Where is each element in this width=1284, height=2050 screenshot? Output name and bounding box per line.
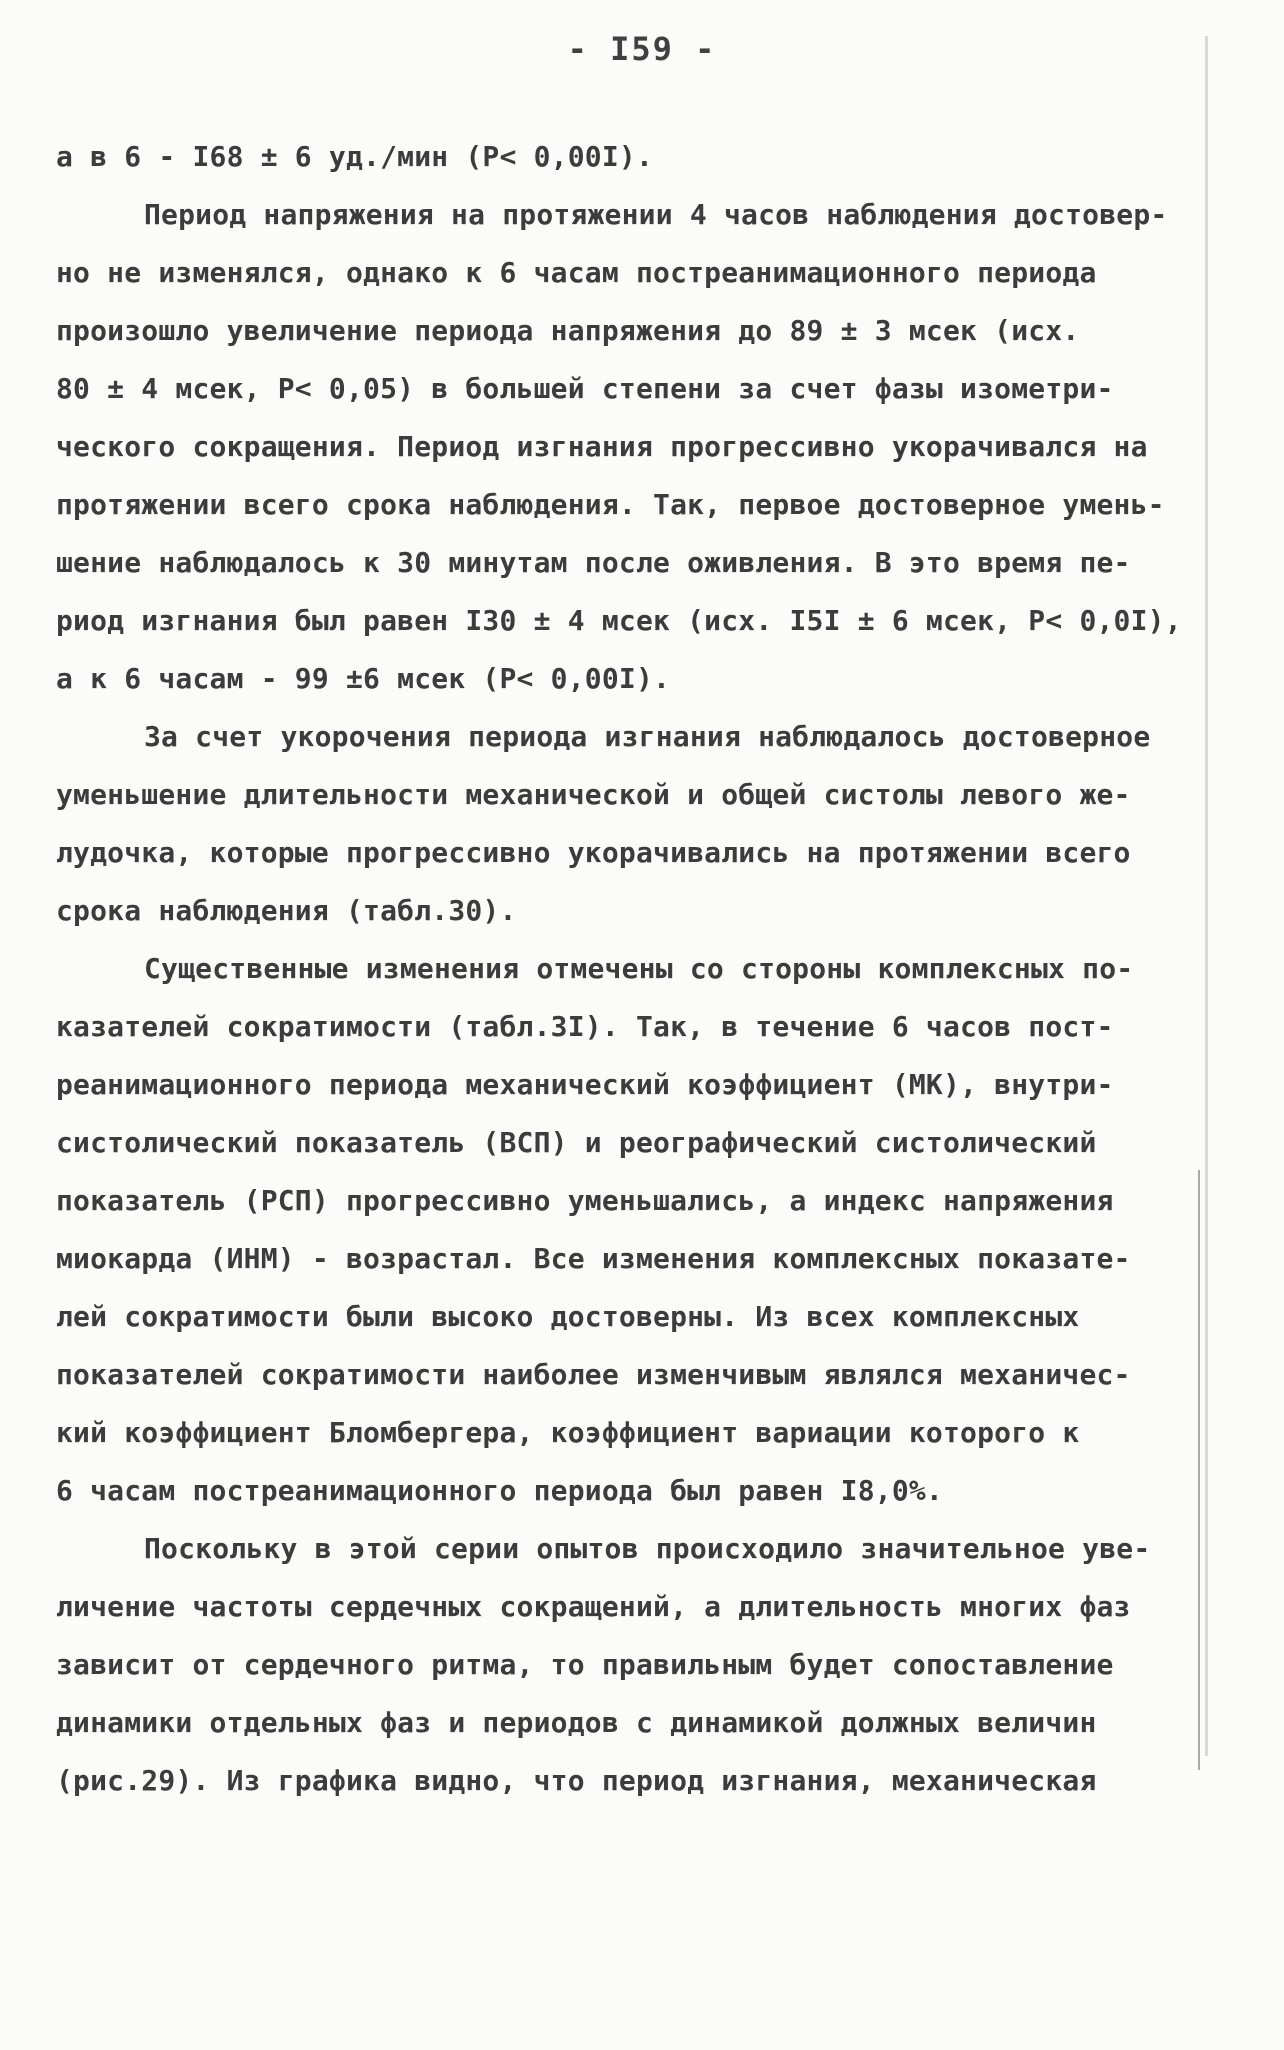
- text-line: показателей сократимости наиболее изменчивым являлся механичес-: [56, 1358, 1131, 1391]
- text-line: 6 часам постреанимационного периода был равен I8,0%.: [56, 1474, 943, 1507]
- text-line: лудочка, которые прогрессивно укорачивались на протяжении всего: [56, 836, 1131, 869]
- text-line: личение частоты сердечных сокращений, а длительность многих фаз: [56, 1590, 1131, 1623]
- text-line: произошло увеличение периода напряжения до 89 ± 3 мсек (исх.: [56, 314, 1080, 347]
- paragraph-start-line: Существенные изменения отмечены со стороны комплексных по-: [144, 952, 1134, 985]
- text-line: а к 6 часам - 99 ±6 мсек (P< 0,00I).: [56, 662, 671, 695]
- text-line: срока наблюдения (табл.30).: [56, 894, 517, 927]
- text-line: динамики отдельных фаз и периодов с динамикой должных величин: [56, 1706, 1097, 1739]
- text-line: 80 ± 4 мсек, P< 0,05) в большей степени за счет фазы изометри-: [56, 372, 1114, 405]
- scan-margin-shadow: [1198, 1170, 1200, 1770]
- text-line: но не изменялся, однако к 6 часам постреанимационного периода: [56, 256, 1097, 289]
- text-line: шение наблюдалось к 30 минутам после оживления. В это время пе-: [56, 546, 1131, 579]
- body-text: [56, 128, 1186, 1810]
- page-number: - I59 -: [567, 30, 717, 68]
- paragraph-start-line: Период напряжения на протяжении 4 часов наблюдения достовер-: [144, 198, 1168, 231]
- text-line: протяжении всего срока наблюдения. Так, первое достоверное умень-: [56, 488, 1165, 521]
- text-line: казателей сократимости (табл.3I). Так, в течение 6 часов пост-: [56, 1010, 1114, 1043]
- text-line: уменьшение длительности механической и общей систолы левого же-: [56, 778, 1131, 811]
- text-line: миокарда (ИНМ) - возрастал. Все изменения комплексных показате-: [56, 1242, 1131, 1275]
- scan-margin-edge: [1205, 36, 1208, 1756]
- paragraph-start-line: За счет укорочения периода изгнания наблюдалось достоверное: [144, 720, 1151, 753]
- text-line: показатель (РСП) прогрессивно уменьшались, а индекс напряжения: [56, 1184, 1114, 1217]
- paragraph-start-line: Поскольку в этой серии опытов происходило значительное уве-: [144, 1532, 1151, 1565]
- text-line: ческого сокращения. Период изгнания прогрессивно укорачивался на: [56, 430, 1148, 463]
- text-line: систолический показатель (ВСП) и реографический систолический: [56, 1126, 1097, 1159]
- text-line: кий коэффициент Бломбергера, коэффициент вариации которого к: [56, 1416, 1080, 1449]
- text-line: зависит от сердечного ритма, то правильным будет сопоставление: [56, 1648, 1114, 1681]
- text-line: реанимационного периода механический коэффициент (МК), внутри-: [56, 1068, 1114, 1101]
- text-line: (рис.29). Из графика видно, что период изгнания, механическая: [56, 1764, 1097, 1797]
- text-line: риод изгнания был равен I30 ± 4 мсек (исх. I5I ± 6 мсек, P< 0,0I),: [56, 604, 1182, 637]
- text-line: а в 6 - I68 ± 6 уд./мин (P< 0,00I).: [56, 140, 654, 173]
- text-line: лей сократимости были высоко достоверны. Из всех комплексных: [56, 1300, 1080, 1333]
